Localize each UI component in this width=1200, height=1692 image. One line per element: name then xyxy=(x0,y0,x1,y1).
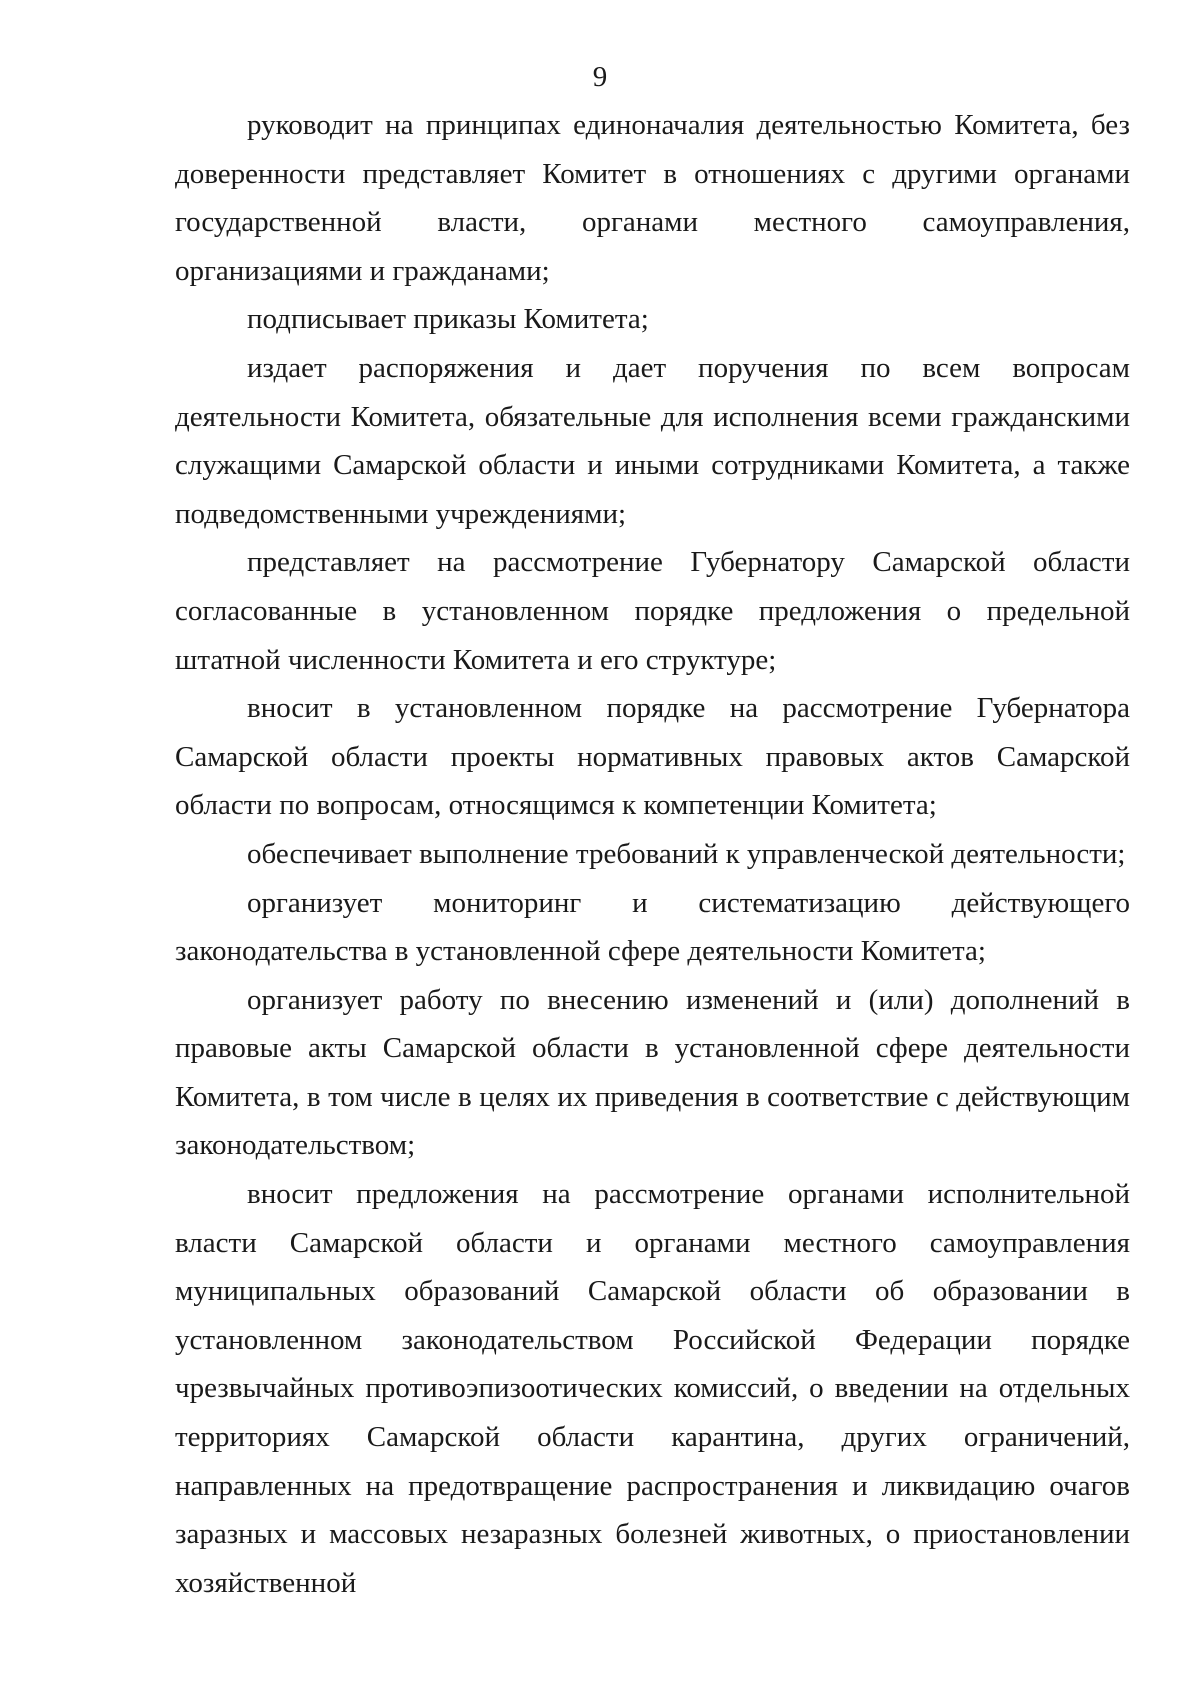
page-number: 9 xyxy=(592,61,608,93)
paragraph-3: издает распоряжения и дает поручения по всем вопросам деятельности Комитета, обязательные для исполнения всеми гражданскими служащими Самарской области и иными сотрудниками Комитета, а также подведомственными учреждениями; xyxy=(175,351,1130,530)
paragraph-5: вносит в установленном порядке на рассмотрение Губернатора Самарской области проекты нормативных правовых актов Самарской области по вопросам, относящимся к компетенции Комитета; xyxy=(175,692,1130,822)
paragraph-7: организует мониторинг и систематизацию действующего законодательства в установленной сфере деятельности Комитета; xyxy=(175,886,1130,968)
paragraph-4: представляет на рассмотрение Губернатору Самарской области согласованные в установленном порядке предложения о предельной штатной численности Комитета и его структуре; xyxy=(175,546,1130,676)
paragraph-8: организует работу по внесению изменений и (или) дополнений в правовые акты Самарской области в установленной сфере деятельности Комитета, в том числе в целях их приведения в соответствие с действующим законодательством; xyxy=(175,983,1130,1162)
paragraph-9: вносит предложения на рассмотрение органами исполнительной власти Самарской области и органами местного самоуправления муниципальных образований Самарской области об образовании в установленном законодательством Российской Федерации порядке чрезвычайных противоэпизоотических комиссий, о введении на отдельных территориях Самарской области карантина, других ограничений, направленных на предотвращение распространения и ликвидацию очагов заразных и массовых незаразных болезней животных, о приостановлении хозяйственной xyxy=(175,1178,1130,1599)
document-body xyxy=(175,101,1130,1607)
paragraph-1: руководит на принципах единоначалия деятельностью Комитета, без доверенности представляет Комитет в отношениях с другими органами государственной власти, органами местного самоуправления, организациями и гражданами; xyxy=(175,109,1130,287)
paragraph-6: обеспечивает выполнение требований к управленческой деятельности; xyxy=(247,837,1126,870)
paragraph-2: подписывает приказы Комитета; xyxy=(247,303,649,336)
